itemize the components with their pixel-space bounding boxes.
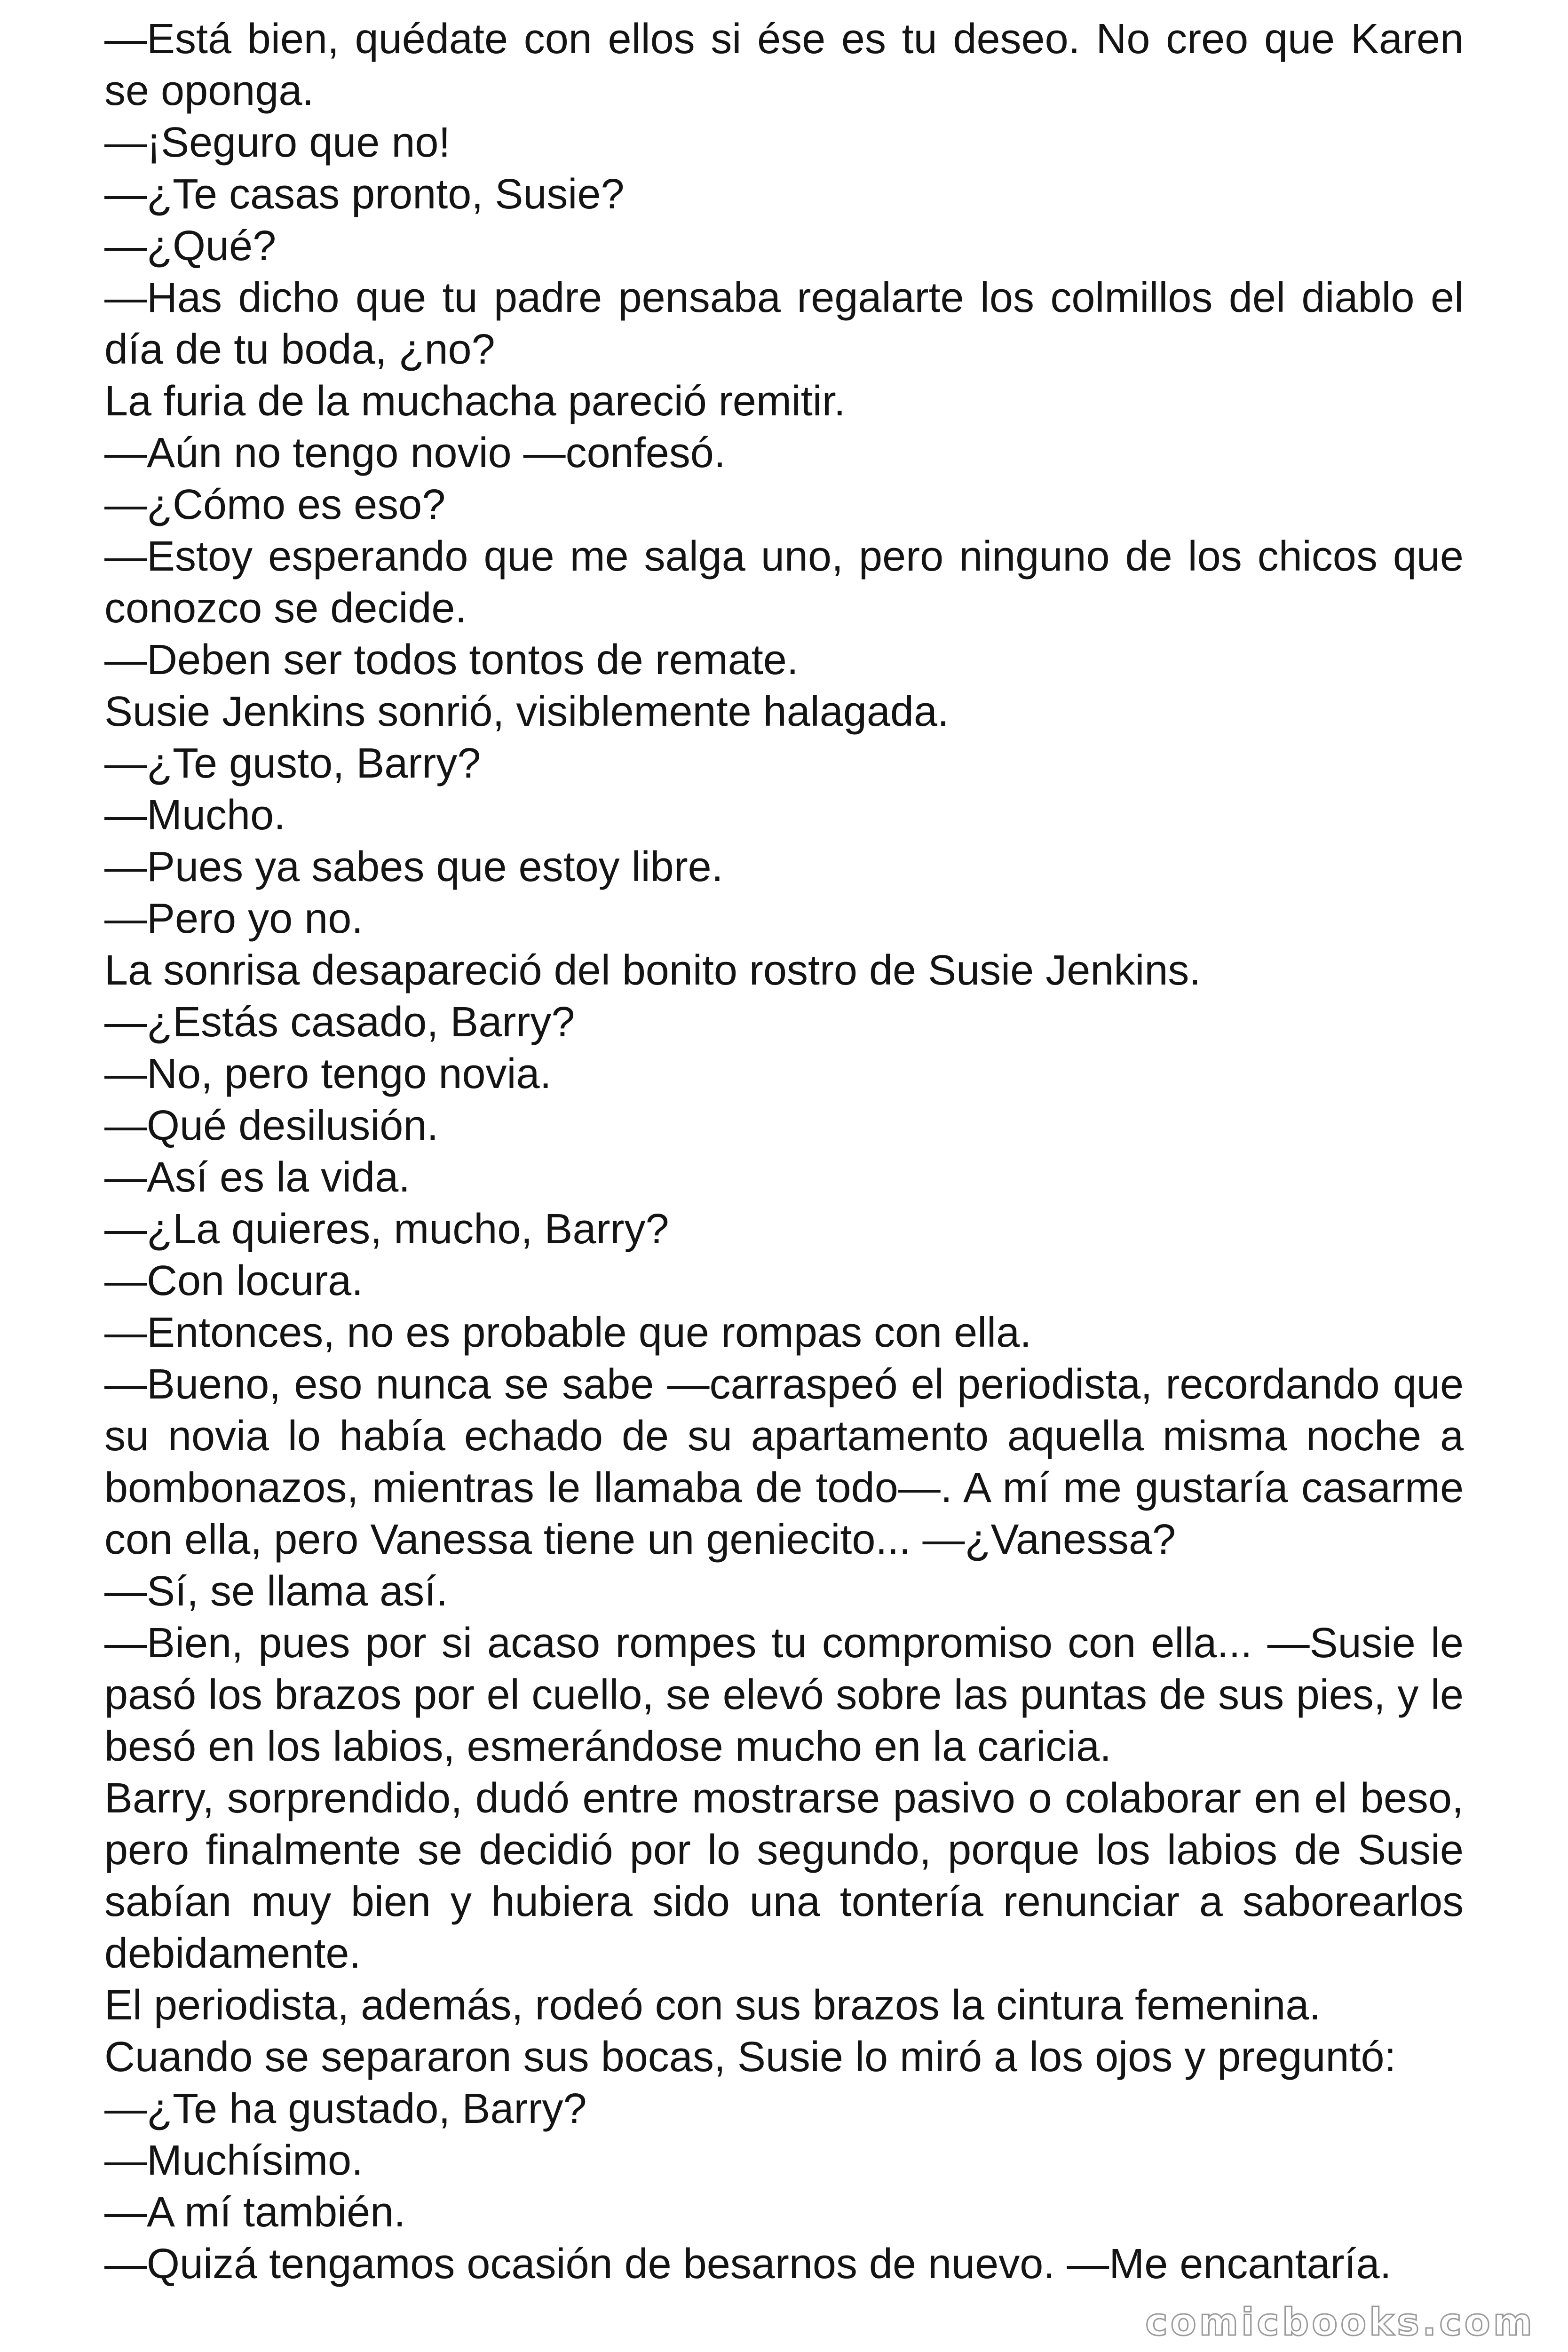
paragraph: —Estoy esperando que me salga uno, pero ninguno de los chicos que conozco se decide. xyxy=(104,533,1464,632)
paragraph: —Mucho. xyxy=(104,792,286,839)
paragraph: —¿Te ha gustado, Barry? xyxy=(104,2085,587,2132)
paragraph: La sonrisa desapareció del bonito rostro de Susie Jenkins. xyxy=(104,947,1201,994)
paragraph: —¿Te gusto, Barry? xyxy=(104,740,481,787)
paragraph: Cuando se separaron sus bocas, Susie lo miró a los ojos y preguntó: xyxy=(104,2034,1396,2081)
paragraph: —Bueno, eso nunca se sabe —carraspeó el periodista, recordando que su novia lo había echado de su apartamento aquella misma noche a bombonazos, mientras le llamaba de todo—. A mí me gustaría casarme con ella, pero Vanessa tiene un geniecito... —¿Vanessa? xyxy=(104,1361,1464,1563)
paragraph: —Has dicho que tu padre pensaba regalarte los colmillos del diablo el día de tu boda, ¿no? xyxy=(104,274,1464,373)
paragraph: —No, pero tengo novia. xyxy=(104,1050,552,1097)
paragraph: —Está bien, quédate con ellos si ése es tu deseo. No creo que Karen se oponga. xyxy=(104,16,1464,114)
paragraph: —¿Te casas pronto, Susie? xyxy=(104,171,625,218)
paragraph: El periodista, además, rodeó con sus brazos la cintura femenina. xyxy=(104,1982,1321,2029)
paragraph: —Con locura. xyxy=(104,1257,364,1304)
paragraph: —¿Estás casado, Barry? xyxy=(104,999,575,1046)
paragraph: —Muchísimo. xyxy=(104,2137,364,2184)
body-text xyxy=(104,13,1464,2290)
paragraph: —¡Seguro que no! xyxy=(104,119,451,166)
watermark: comicbooks.com xyxy=(1145,2300,1535,2344)
paragraph: —¿La quieres, mucho, Barry? xyxy=(104,1206,669,1253)
paragraph: —¿Cómo es eso? xyxy=(104,481,446,528)
paragraph: —Entonces, no es probable que rompas con ella. xyxy=(104,1309,1032,1356)
paragraph: —Quizá tengamos ocasión de besarnos de nuevo. —Me encantaría. xyxy=(104,2241,1392,2288)
paragraph: —¿Qué? xyxy=(104,222,277,270)
paragraph: La furia de la muchacha pareció remitir. xyxy=(104,378,846,425)
paragraph: Barry, sorprendido, dudó entre mostrarse pasivo o colaborar en el beso, pero finalmente se decidió por lo segundo, porque los labios de Susie sabían muy bien y hubiera sido una tontería renunciar a saborearlos debidamente. xyxy=(104,1775,1464,1977)
paragraph: —Bien, pues por si acaso rompes tu compromiso con ella... —Susie le pasó los brazos por el cuello, se elevó sobre las puntas de sus pies, y le besó en los labios, esmerándose mucho en la caricia. xyxy=(104,1620,1464,1770)
paragraph: —Así es la vida. xyxy=(104,1154,411,1201)
paragraph: —Sí, se llama así. xyxy=(104,1568,448,1615)
paragraph: —Pues ya sabes que estoy libre. xyxy=(104,843,723,890)
paragraph: —Deben ser todos tontos de remate. xyxy=(104,636,799,683)
paragraph: Susie Jenkins sonrió, visiblemente halagada. xyxy=(104,688,950,735)
paragraph: —Pero yo no. xyxy=(104,895,364,942)
paragraph: —Qué desilusión. xyxy=(104,1102,439,1149)
paragraph: —A mí también. xyxy=(104,2189,406,2236)
paragraph: —Aún no tengo novio —confesó. xyxy=(104,429,726,477)
